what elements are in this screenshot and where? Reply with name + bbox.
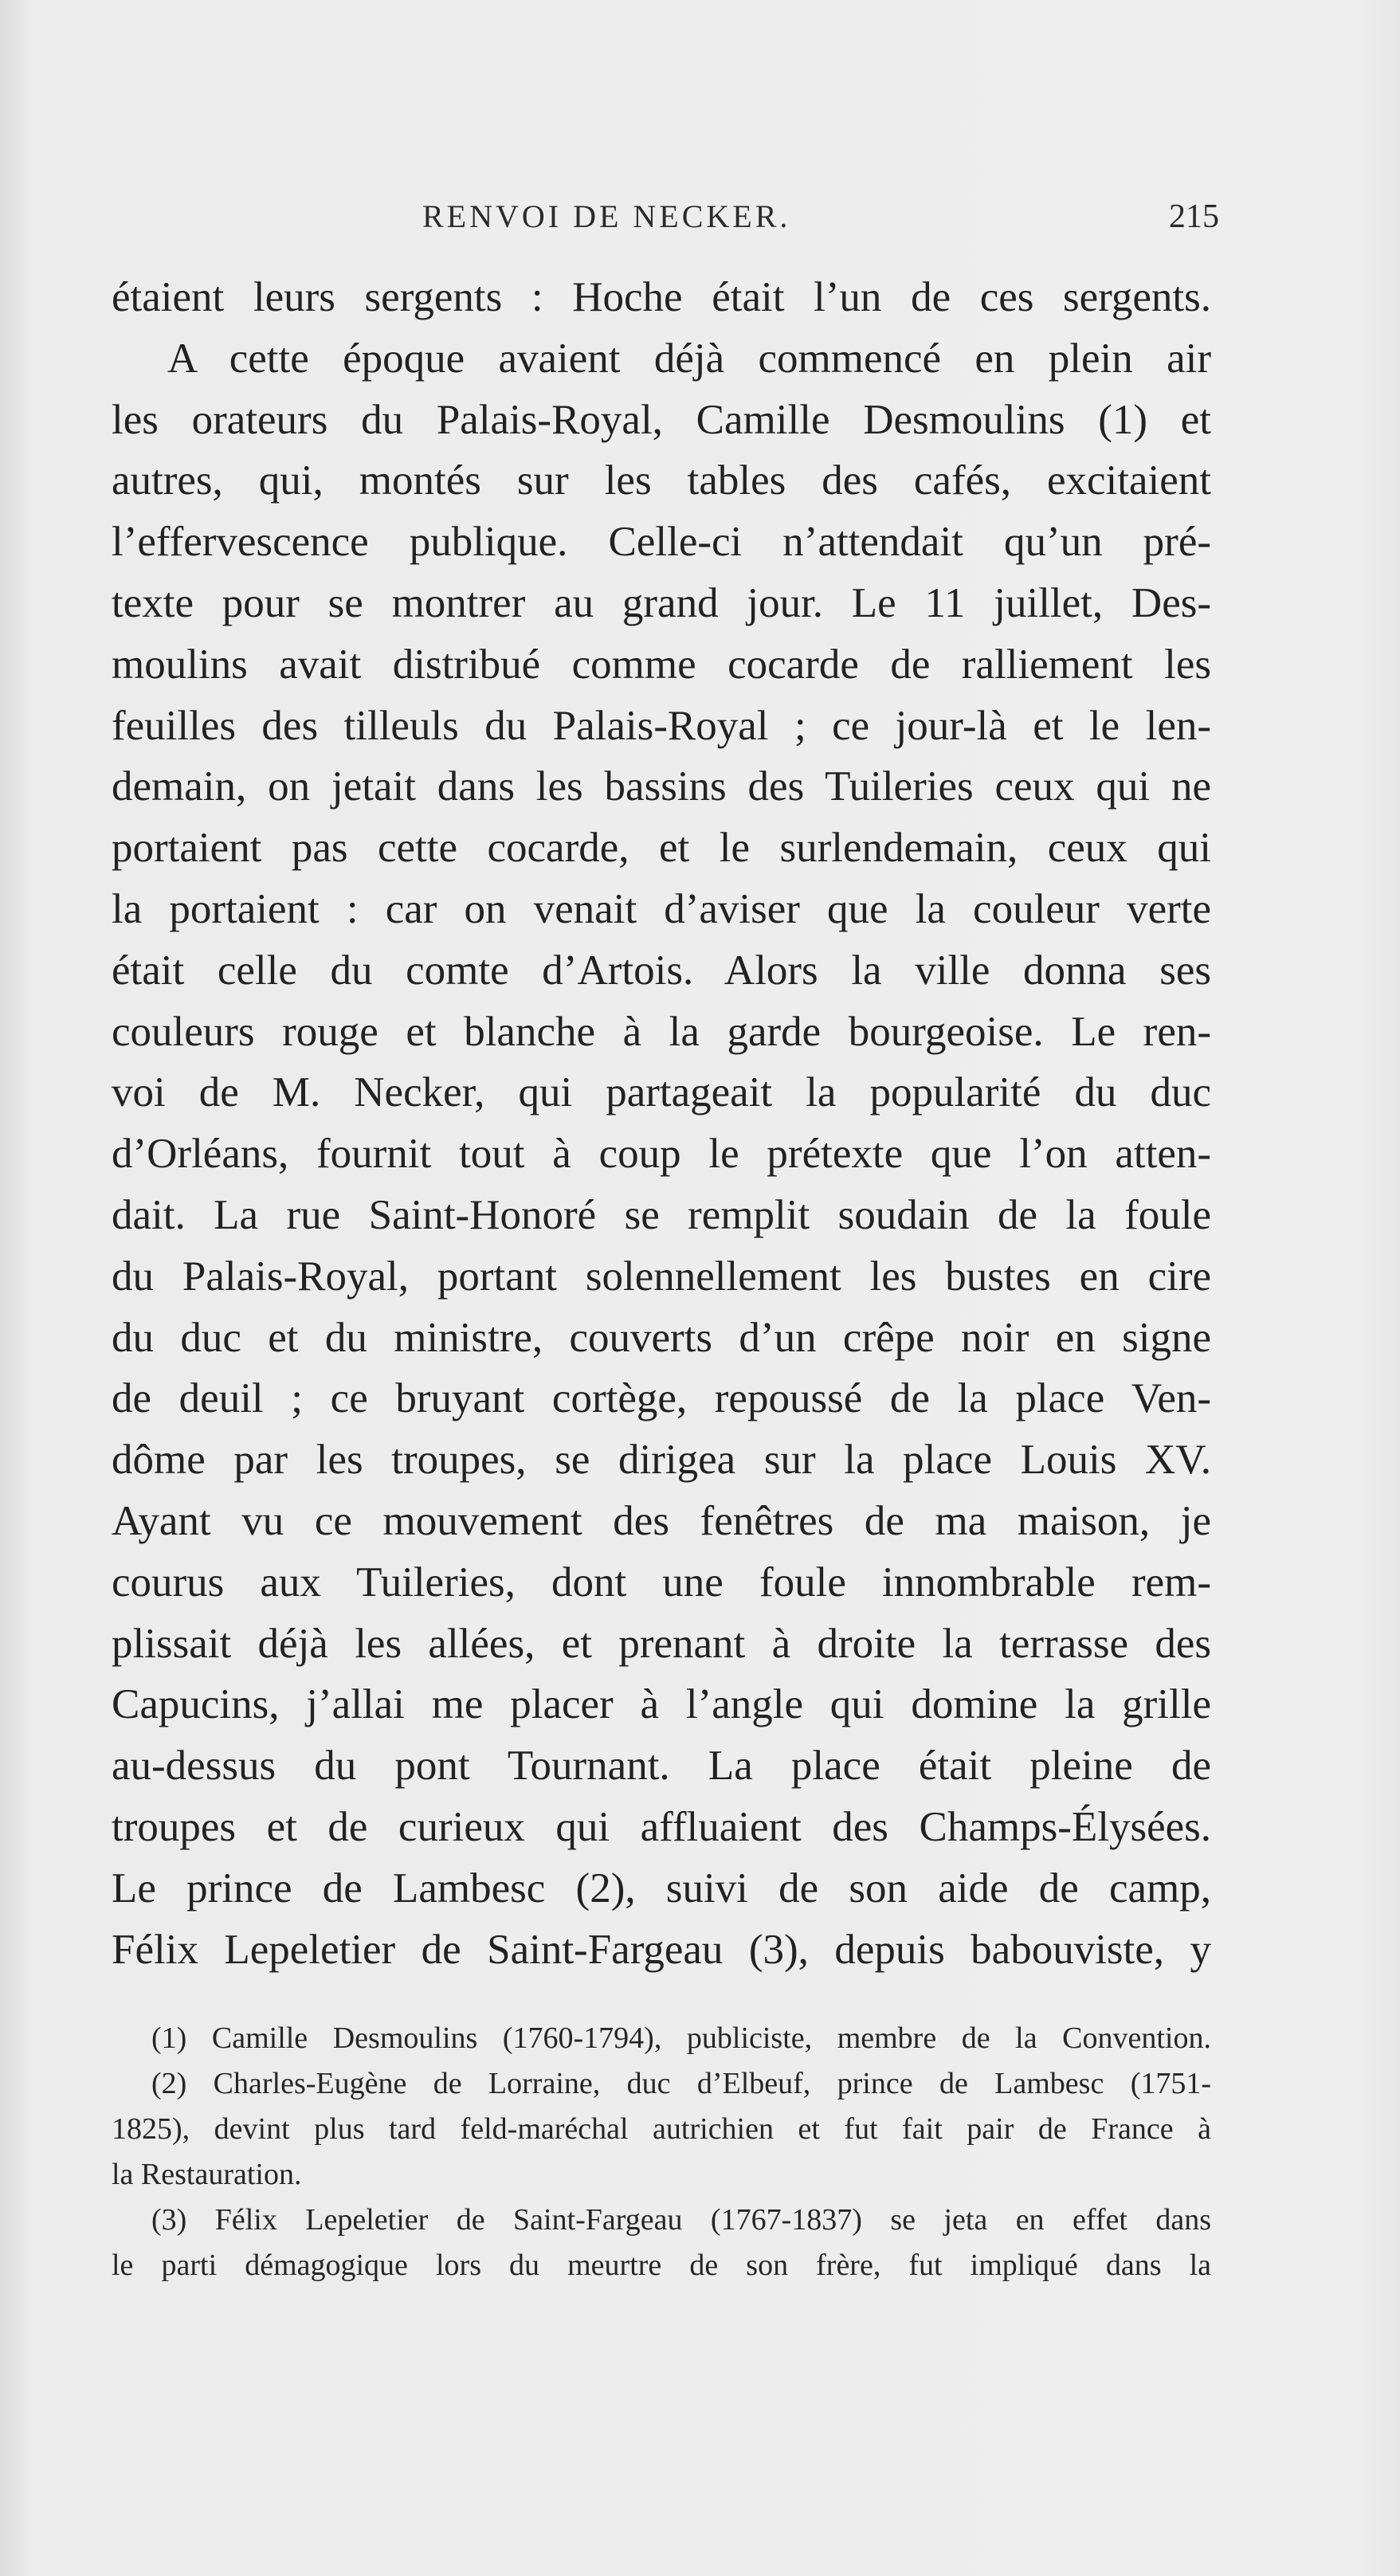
running-title: RENVOI DE NECKER. (422, 198, 791, 234)
text-line: demain, on jetait dans les bassins des Tuileries ceux qui ne (112, 763, 1211, 810)
text-line: les orateurs du Palais-Royal, Camille Desmoulins (1) et (112, 396, 1211, 443)
text-line: au-dessus du pont Tournant. La place était pleine de (112, 1743, 1211, 1790)
text-line: A cette époque avaient déjà commencé en plein air (167, 335, 1211, 382)
text-line: Félix Lepeletier de Saint-Fargeau (3), depuis babouviste, y (112, 1926, 1211, 1973)
running-header (120, 190, 1219, 245)
text-line: texte pour se montrer au grand jour. Le 11 juillet, Des- (112, 579, 1211, 626)
text-line: voi de M. Necker, qui partageait la popularité du duc (112, 1069, 1211, 1116)
text-line: moulins avait distribué comme cocarde de ralliement les (112, 641, 1211, 688)
text-line: du duc et du ministre, couverts d’un crêpe noir en signe (112, 1314, 1211, 1361)
text-line: courus aux Tuileries, dont une foule innombrable rem- (112, 1559, 1211, 1606)
text-line: étaient leurs sergents : Hoche était l’un de ces sergents. (112, 274, 1211, 320)
text-line: couleurs rouge et blanche à la garde bourgeoise. Le ren- (112, 1008, 1211, 1055)
text-line: du Palais-Royal, portant solennellement les bustes en cire (112, 1253, 1211, 1300)
text-line: autres, qui, montés sur les tables des cafés, excitaient (112, 457, 1211, 504)
text-line: était celle du comte d’Artois. Alors la ville donna ses (112, 947, 1211, 994)
text-line: feuilles des tilleuls du Palais-Royal ; ce jour-là et le len- (112, 702, 1211, 749)
footnote-line: (1) Camille Desmoulins (1760-1794), publiciste, membre de la Convention. (151, 2021, 1211, 2055)
text-line: troupes et de curieux qui affluaient des Champs-Élysées. (112, 1803, 1211, 1850)
text-line: d’Orléans, fournit tout à coup le prétexte que l’on atten- (112, 1131, 1211, 1178)
footnote-line: 1825), devint plus tard feld-maréchal autrichien et fut fait pair de France à (112, 2112, 1211, 2146)
main-text (112, 267, 1211, 1980)
page-number: 215 (1169, 198, 1219, 235)
text-line: la portaient : car on venait d’aviser que la couleur verte (112, 885, 1211, 932)
footnote-line: la Restauration. (112, 2158, 302, 2191)
text-line: Capucins, j’allai me placer à l’angle qui domine la grille (112, 1681, 1211, 1728)
text-line: de deuil ; ce bruyant cortège, repoussé de la place Ven- (112, 1375, 1211, 1422)
text-line: portaient pas cette cocarde, et le surlendemain, ceux qui (112, 825, 1211, 872)
text-line: Le prince de Lambesc (2), suivi de son aide de camp, (112, 1864, 1211, 1911)
text-line: l’effervescence publique. Celle-ci n’attendait qu’un pré- (112, 519, 1211, 566)
footnote-line: le parti démagogique lors du meurtre de son frère, fut impliqué dans la (112, 2249, 1211, 2282)
text-line: plissait déjà les allées, et prenant à droite la terrasse des (112, 1620, 1211, 1667)
text-line: dôme par les troupes, se dirigea sur la place Louis XV. (112, 1437, 1211, 1484)
text-line: Ayant vu ce mouvement des fenêtres de ma maison, je (112, 1497, 1211, 1544)
footnote-line: (3) Félix Lepeletier de Saint-Fargeau (1767-1837) se jeta en effet dans (151, 2203, 1211, 2237)
footnote-line: (2) Charles-Eugène de Lorraine, duc d’Elbeuf, prince de Lambesc (1751- (151, 2067, 1211, 2100)
footnotes (112, 2016, 1211, 2288)
text-line: dait. La rue Saint-Honoré se remplit soudain de la foule (112, 1191, 1211, 1238)
